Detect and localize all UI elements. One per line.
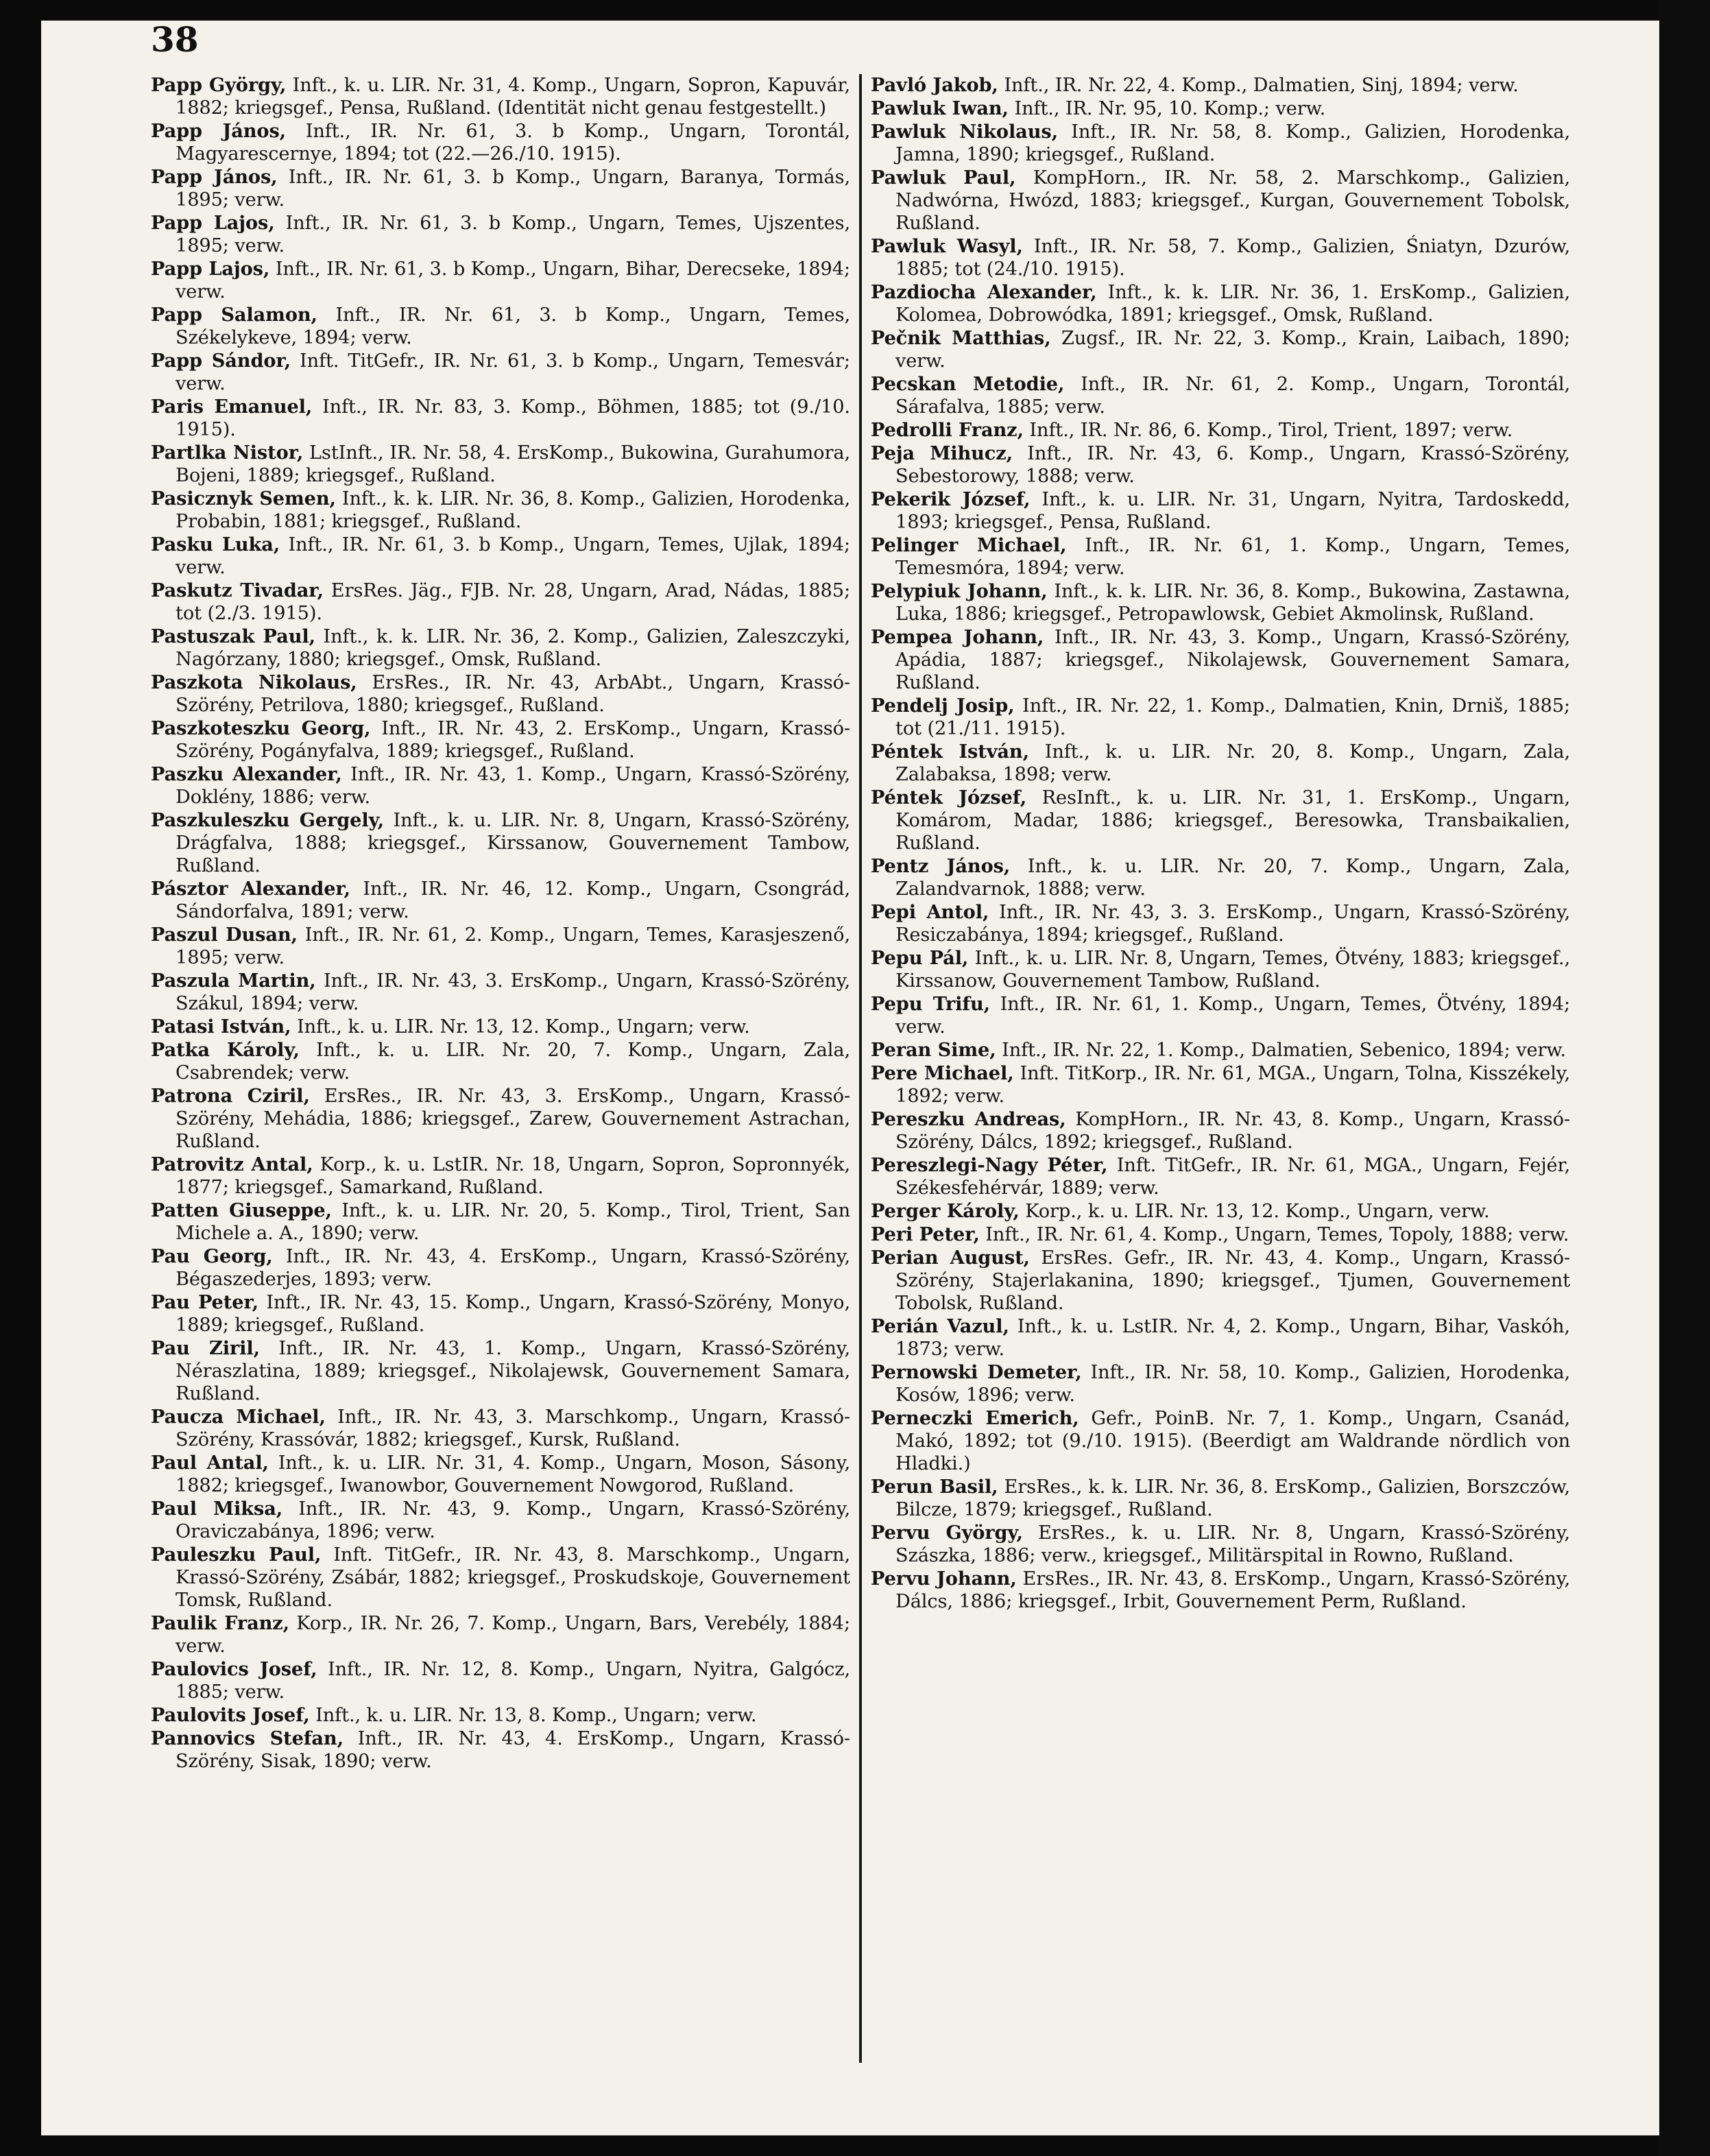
entry-name: Pelinger Michael, (871, 534, 1067, 556)
list-entry (151, 442, 850, 487)
list-entry (151, 924, 850, 969)
entry-details: Inft., IR. Nr. 58, 7. Komp., Galizien, Śniatyn, Dzurów, 1885; tot (24./10. 1915). (895, 236, 1570, 280)
list-entry (871, 741, 1570, 786)
entry-name: Pawluk Nikolaus, (871, 121, 1058, 143)
entry-name: Péntek József, (871, 787, 1027, 809)
list-entry (871, 281, 1570, 326)
entry-details: ErsRes., IR. Nr. 43, 8. ErsKomp., Ungarn, Krassó-Szörény, Dálcs, 1886; kriegsgef., Irbit, Gouvernement Perm, Rußland. (895, 1568, 1570, 1612)
entry-name: Papp Sándor, (151, 350, 291, 372)
list-entry (871, 787, 1570, 854)
entry-details: Inft., IR. Nr. 61, 3. b Komp., Ungarn, Temes, Székelykeve, 1894; verw. (176, 304, 850, 348)
list-entry (151, 717, 850, 763)
entry-details: Inft., IR. Nr. 43, 1. Komp., Ungarn, Krassó-Szörény, Doklény, 1886; verw. (176, 764, 850, 808)
entry-name: Pempea Johann, (871, 626, 1044, 648)
list-entry (871, 1568, 1570, 1613)
entry-name: Pepu Pál, (871, 947, 969, 969)
entry-details: Korp., k. u. LstIR. Nr. 18, Ungarn, Sopron, Sopronnyék, 1877; kriegsgef., Samarkand, Rußland. (176, 1154, 850, 1198)
entry-details: Inft., k. u. LIR. Nr. 20, 5. Komp., Tirol, Trient, San Michele a. A., 1890; verw. (176, 1200, 850, 1244)
entry-details: ErsRes., k. k. LIR. Nr. 36, 8. ErsKomp., Galizien, Borszczów, Bilcze, 1879; kriegsgef., Rußland. (895, 1476, 1570, 1520)
entry-name: Paul Antal, (151, 1452, 269, 1474)
entry-name: Paucza Michael, (151, 1406, 326, 1428)
list-entry (871, 1062, 1570, 1107)
entry-details: ErsRes., IR. Nr. 43, ArbAbt., Ungarn, Krassó-Szörény, Petrilova, 1880; kriegsgef., Rußland. (176, 672, 850, 716)
list-entry (151, 488, 850, 533)
entry-name: Papp Salamon, (151, 304, 317, 326)
entry-name: Pasku Luka, (151, 534, 280, 555)
entry-details: Inft. TitKorp., IR. Nr. 61, MGA., Ungarn, Tolna, Kisszékely, 1892; verw. (895, 1063, 1570, 1107)
entry-name: Paszkuleszku Gergely, (151, 809, 385, 831)
list-entry (151, 970, 850, 1015)
entry-details: Inft., k. u. LstIR. Nr. 4, 2. Komp., Ungarn, Bihar, Vaskóh, 1873; verw. (895, 1316, 1570, 1360)
entry-details: Inft., IR. Nr. 83, 3. Komp., Böhmen, 1885; tot (9./10. 1915). (176, 396, 850, 440)
entry-name: Papp Lajos, (151, 258, 270, 280)
entry-details: Inft., k. u. LIR. Nr. 8, Ungarn, Krassó-Szörény, Drágfalva, 1888; kriegsgef., Kirssanow, Gouvernement Tambow, Rußland. (176, 810, 850, 876)
list-entry (871, 1200, 1570, 1223)
list-entry (151, 671, 850, 717)
entry-details: Inft., k. k. LIR. Nr. 36, 8. Komp., Galizien, Horodenka, Probabin, 1881; kriegsgef., Rußland. (176, 488, 850, 532)
entry-name: Pernowski Demeter, (871, 1361, 1082, 1383)
entry-name: Perger Károly, (871, 1200, 1020, 1222)
entry-details: Inft., IR. Nr. 43, 3. Komp., Ungarn, Krassó-Szörény, Apádia, 1887; kriegsgef., Nikolajewsk, Gouvernement Samara, Rußland. (895, 627, 1570, 693)
entry-name: Pervu Johann, (871, 1568, 1017, 1590)
left-column (151, 74, 850, 2049)
entry-name: Pentz János, (871, 855, 1011, 877)
entry-name: Peri Peter, (871, 1223, 980, 1245)
entry-details: Inft., k. k. LIR. Nr. 36, 8. Komp., Bukowina, Zastawna, Luka, 1886; kriegsgef., Petropawlowsk, Gebiet Akmolinsk, Rußland. (895, 581, 1570, 625)
entry-name: Perneczki Emerich, (871, 1407, 1079, 1429)
entry-details: Inft., IR. Nr. 46, 12. Komp., Ungarn, Csongrád, Sándorfalva, 1891; verw. (176, 878, 850, 922)
entry-details: Inft., k. u. LIR. Nr. 20, 8. Komp., Ungarn, Zala, Zalabaksa, 1898; verw. (895, 741, 1570, 785)
entry-details: Inft., IR. Nr. 61, 2. Komp., Ungarn, Torontál, Sárafalva, 1885; verw. (895, 374, 1570, 418)
list-entry (871, 626, 1570, 694)
list-entry (871, 442, 1570, 488)
entry-name: Patrona Cziril, (151, 1085, 310, 1107)
entry-details: Inft., IR. Nr. 43, 4. ErsKomp., Ungarn, Krassó-Szörény, Bégaszederjes, 1893; verw. (176, 1246, 850, 1290)
list-entry (151, 763, 850, 809)
list-entry (151, 534, 850, 579)
entry-details: Zugsf., IR. Nr. 22, 3. Komp., Krain, Laibach, 1890; verw. (895, 328, 1570, 372)
list-entry (871, 1108, 1570, 1153)
entry-name: Paszkoteszku Georg, (151, 717, 371, 739)
entry-details: Inft., IR. Nr. 58, 10. Komp., Galizien, Horodenka, Kosów, 1896; verw. (895, 1362, 1570, 1406)
entry-details: ErsRes. Jäg., FJB. Nr. 28, Ungarn, Arad, Nádas, 1885; tot (2./3. 1915). (176, 580, 850, 624)
entry-name: Pawluk Wasyl, (871, 235, 1023, 257)
entry-details: ErsRes., k. u. LIR. Nr. 8, Ungarn, Krassó-Szörény, Szászka, 1886; verw., kriegsgef., Militärspital in Rowno, Rußland. (895, 1522, 1570, 1566)
entry-name: Pavló Jakob, (871, 74, 998, 96)
list-entry (871, 419, 1570, 442)
list-entry (151, 304, 850, 349)
entry-name: Paul Miksa, (151, 1498, 283, 1520)
entry-details: Inft., k. u. LIR. Nr. 8, Ungarn, Temes, Ötvény, 1883; kriegsgef., Kirssanow, Gouvernement Tambow, Rußland. (895, 948, 1570, 992)
entry-details: Inft., IR. Nr. 61, 3. b Komp., Ungarn, Temes, Ujszentes, 1895; verw. (176, 213, 850, 256)
entry-details: Inft., IR. Nr. 43, 3. ErsKomp., Ungarn, Krassó-Szörény, Szákul, 1894; verw. (176, 970, 850, 1014)
list-entry (871, 855, 1570, 900)
entry-name: Pau Peter, (151, 1291, 259, 1313)
list-entry (151, 120, 850, 165)
entry-details: ResInft., k. u. LIR. Nr. 31, 1. ErsKomp., Ungarn, Komárom, Madar, 1886; kriegsgef., Beresowka, Transbaikalien, Rußland. (895, 787, 1570, 854)
list-entry (151, 1612, 850, 1657)
list-entry (151, 579, 850, 625)
entry-name: Perian August, (871, 1247, 1030, 1269)
entry-name: Pasicznyk Semen, (151, 488, 336, 510)
list-entry (871, 121, 1570, 166)
list-entry (871, 488, 1570, 534)
entry-details: Inft., k. k. LIR. Nr. 36, 2. Komp., Galizien, Zaleszczyki, Nagórzany, 1880; kriegsgef., Omsk, Rußland. (176, 626, 850, 670)
entry-name: Patrovitz Antal, (151, 1153, 313, 1175)
list-entry (871, 235, 1570, 280)
entry-details: Inft., IR. Nr. 61, 4. Komp., Ungarn, Temes, Topoly, 1888; verw. (979, 1224, 1569, 1245)
entry-name: Perián Vazul, (871, 1315, 1009, 1337)
entry-name: Paulovics Josef, (151, 1658, 317, 1680)
entry-name: Pastuszak Paul, (151, 625, 315, 647)
entry-details: Inft., IR. Nr. 58, 8. Komp., Galizien, Horodenka, Jamna, 1890; kriegsgef., Rußland. (895, 121, 1570, 165)
entry-name: Patten Giuseppe, (151, 1199, 332, 1221)
entry-details: LstInft., IR. Nr. 58, 4. ErsKomp., Bukowina, Gurahumora, Bojeni, 1889; kriegsgef., Rußland. (176, 442, 850, 486)
entry-details: Inft., IR. Nr. 12, 8. Komp., Ungarn, Nyitra, Galgócz, 1885; verw. (176, 1659, 850, 1703)
entry-details: Inft. TitGefr., IR. Nr. 43, 8. Marschkomp., Ungarn, Krassó-Szörény, Zsábár, 1882; kriegsgef., Proskudskoje, Gouvernement Tomsk, Rußland. (176, 1544, 850, 1611)
entry-name: Pau Georg, (151, 1245, 273, 1267)
entry-details: Inft., k. u. LIR. Nr. 20, 7. Komp., Ungarn, Zala, Csabrendek; verw. (176, 1040, 850, 1083)
entry-details: Inft., IR. Nr. 43, 9. Komp., Ungarn, Krassó-Szörény, Oraviczabánya, 1896; verw. (176, 1498, 850, 1542)
list-entry (871, 1247, 1570, 1315)
list-entry (151, 1039, 850, 1084)
list-entry (871, 534, 1570, 579)
list-entry (151, 1337, 850, 1405)
entry-details: Inft. TitGefr., IR. Nr. 61, 3. b Komp., Ungarn, Temesvár; verw. (176, 350, 850, 394)
entry-name: Pereszlegi-Nagy Péter, (871, 1154, 1108, 1176)
entry-details: Inft., k. u. LIR. Nr. 31, Ungarn, Nyitra, Tardoskedd, 1893; kriegsgef., Pensa, Rußland. (895, 489, 1570, 533)
list-entry (871, 74, 1570, 97)
entry-details: ErsRes., IR. Nr. 43, 3. ErsKomp., Ungarn, Krassó-Szörény, Mehádia, 1886; kriegsgef., Zarew, Gouvernement Astrachan, Rußland. (176, 1086, 850, 1152)
entry-name: Pecskan Metodie, (871, 373, 1065, 395)
list-entry (151, 258, 850, 303)
list-entry (151, 1704, 850, 1727)
list-entry (871, 901, 1570, 946)
entry-name: Pau Ziril, (151, 1337, 260, 1359)
list-entry (151, 1658, 850, 1703)
entry-name: Pendelj Josip, (871, 695, 1015, 717)
entry-details: Inft., IR. Nr. 61, 1. Komp., Ungarn, Temes, Temesmóra, 1894; verw. (895, 535, 1570, 579)
list-entry (871, 993, 1570, 1038)
entry-details: Inft., IR. Nr. 61, 3. b Komp., Ungarn, Baranya, Tormás, 1895; verw. (176, 167, 850, 211)
entry-name: Pawluk Paul, (871, 167, 1016, 189)
entry-name: Papp János, (151, 120, 287, 142)
entry-name: Pedrolli Franz, (871, 419, 1024, 441)
entry-details: Inft., IR. Nr. 22, 4. Komp., Dalmatien, Sinj, 1894; verw. (998, 75, 1519, 96)
entry-details: ErsRes. Gefr., IR. Nr. 43, 4. Komp., Ungarn, Krassó-Szörény, Stajerlakanina, 1890; kriegsgef., Tjumen, Gouvernement Tobolsk, Rußland. (895, 1247, 1570, 1314)
entry-name: Papp Lajos, (151, 212, 275, 234)
list-entry (151, 1498, 850, 1543)
list-entry (151, 1452, 850, 1497)
entry-details: KompHorn., IR. Nr. 43, 8. Komp., Ungarn, Krassó-Szörény, Dálcs, 1892; kriegsgef., Rußland. (895, 1109, 1570, 1153)
right-column (871, 74, 1570, 2049)
list-entry (151, 878, 850, 923)
entry-details: Inft., k. u. LIR. Nr. 13, 8. Komp., Ungarn; verw. (309, 1705, 757, 1726)
list-entry (151, 166, 850, 211)
list-entry (151, 1153, 850, 1199)
list-entry (871, 695, 1570, 740)
list-entry (151, 350, 850, 395)
entry-name: Paulik Franz, (151, 1612, 289, 1634)
entry-details: Korp., k. u. LIR. Nr. 13, 12. Komp., Ungarn, verw. (1019, 1201, 1490, 1222)
entry-details: Inft., IR. Nr. 43, 3. 3. ErsKomp., Ungarn, Krassó-Szörény, Resiczabánya, 1894; kriegsgef., Rußland. (895, 902, 1570, 946)
entry-name: Papp János, (151, 166, 278, 188)
entry-name: Péntek István, (871, 741, 1029, 763)
entry-details: Inft., IR. Nr. 43, 4. ErsKomp., Ungarn, Krassó-Szörény, Sisak, 1890; verw. (176, 1728, 850, 1772)
entry-name: Paskutz Tivadar, (151, 579, 324, 601)
list-entry (871, 167, 1570, 235)
entry-name: Pelypiuk Johann, (871, 580, 1048, 602)
entry-name: Patasi István, (151, 1016, 291, 1038)
list-entry (871, 1476, 1570, 1521)
entry-details: Inft., IR. Nr. 22, 1. Komp., Dalmatien, Knin, Drniš, 1885; tot (21./11. 1915). (895, 695, 1570, 739)
entry-details: Inft., k. u. LIR. Nr. 13, 12. Komp., Ungarn; verw. (291, 1016, 750, 1038)
entry-name: Pepi Antol, (871, 901, 989, 923)
entry-details: Inft., IR. Nr. 86, 6. Komp., Tirol, Trient, 1897; verw. (1023, 420, 1513, 441)
entry-details: Inft. TitGefr., IR. Nr. 61, MGA., Ungarn, Fejér, Székesfehérvár, 1889; verw. (895, 1155, 1570, 1199)
entry-details: Inft., k. u. LIR. Nr. 31, 4. Komp., Ungarn, Moson, Sásony, 1882; kriegsgef., Iwanowbor, Gouvernement Nowgorod, Rußland. (176, 1452, 850, 1496)
entry-details: Inft., IR. Nr. 43, 3. Marschkomp., Ungarn, Krassó-Szörény, Krassóvár, 1882; kriegsgef., Kursk, Rußland. (176, 1406, 850, 1450)
entry-details: Gefr., PoinB. Nr. 7, 1. Komp., Ungarn, Csanád, Makó, 1892; tot (9./10. 1915). (Beerdigt am Waldrande nördlich von Hladki.) (895, 1408, 1570, 1474)
list-entry (151, 1406, 850, 1451)
list-entry (151, 1544, 850, 1612)
entry-details: Inft., IR. Nr. 43, 1. Komp., Ungarn, Krassó-Szörény, Néraszlatina, 1889; kriegsgef., Nikolajewsk, Gouvernement Samara, Rußland. (176, 1338, 850, 1404)
entry-details: Inft., IR. Nr. 95, 10. Komp.; verw. (1008, 98, 1326, 119)
entry-details: Inft., k. u. LIR. Nr. 20, 7. Komp., Ungarn, Zala, Zalandvarnok, 1888; verw. (895, 856, 1570, 900)
list-entry (151, 212, 850, 257)
page-number: 38 (151, 19, 199, 60)
entry-details: Inft., k. k. LIR. Nr. 36, 1. ErsKomp., Galizien, Kolomea, Dobrowódka, 1891; kriegsgef., Omsk, Rußland. (895, 282, 1570, 326)
list-entry (871, 373, 1570, 418)
entry-details: Inft., IR. Nr. 61, 2. Komp., Ungarn, Temes, Karasjeszenő, 1895; verw. (176, 924, 850, 968)
entry-name: Peja Mihucz, (871, 442, 1013, 464)
list-entry (151, 625, 850, 671)
entry-details: KompHorn., IR. Nr. 58, 2. Marschkomp., Galizien, Nadwórna, Hwózd, 1883; kriegsgef., Kurgan, Gouvernement Tobolsk, Rußland. (895, 167, 1570, 234)
entry-details: Inft., IR. Nr. 61, 3. b Komp., Ungarn, Temes, Ujlak, 1894; verw. (176, 534, 850, 578)
entry-details: Inft., IR. Nr. 61, 3. b Komp., Ungarn, Bihar, Derecseke, 1894; verw. (176, 259, 850, 302)
entry-details: Inft., IR. Nr. 43, 6. Komp., Ungarn, Krassó-Szörény, Sebestorowy, 1888; verw. (895, 443, 1570, 487)
list-entry (871, 580, 1570, 625)
list-entry (151, 1727, 850, 1773)
entry-details: Inft., IR. Nr. 61, 3. b Komp., Ungarn, Torontál, Magyarescernye, 1894; tot (22.—26./10. 1915). (176, 121, 850, 165)
list-entry (871, 1407, 1570, 1475)
entry-name: Pervu György, (871, 1522, 1023, 1544)
entry-name: Pazdiocha Alexander, (871, 281, 1097, 303)
list-entry (871, 1154, 1570, 1199)
entry-name: Pere Michael, (871, 1062, 1014, 1084)
list-entry (151, 1245, 850, 1291)
entry-name: Paszul Dusan, (151, 924, 298, 946)
list-entry (871, 1522, 1570, 1567)
list-entry (871, 1315, 1570, 1361)
scan-border-right (1659, 0, 1710, 2156)
entry-name: Pepu Trifu, (871, 993, 991, 1015)
entry-name: Pannovics Stefan, (151, 1727, 344, 1749)
entry-name: Pečnik Matthias, (871, 327, 1051, 349)
list-entry (871, 1039, 1570, 1062)
entry-name: Pawluk Iwan, (871, 97, 1009, 119)
list-entry (151, 396, 850, 441)
list-entry (871, 947, 1570, 992)
list-entry (871, 97, 1570, 120)
entry-details: Inft., IR. Nr. 43, 15. Komp., Ungarn, Krassó-Szörény, Monyo, 1889; kriegsgef., Rußland. (176, 1292, 850, 1336)
list-entry (151, 1085, 850, 1153)
entry-name: Paulovits Josef, (151, 1704, 310, 1726)
list-entry (151, 1291, 850, 1337)
list-entry (871, 1361, 1570, 1406)
entry-name: Peran Sime, (871, 1039, 996, 1061)
entry-name: Partlka Nistor, (151, 442, 304, 464)
entry-name: Pauleszku Paul, (151, 1544, 322, 1566)
column-divider (859, 74, 862, 2063)
entry-name: Paszkota Nikolaus, (151, 671, 357, 693)
entry-name: Pásztor Alexander, (151, 878, 350, 900)
entry-details: Inft., IR. Nr. 61, 1. Komp., Ungarn, Temes, Ötvény, 1894; verw. (895, 994, 1570, 1038)
entry-name: Paris Emanuel, (151, 396, 313, 418)
entry-details: Korp., IR. Nr. 26, 7. Komp., Ungarn, Bars, Verebély, 1884; verw. (176, 1613, 850, 1657)
entry-name: Patka Károly, (151, 1039, 300, 1061)
entry-name: Paszula Martin, (151, 970, 316, 992)
entry-details: Inft., IR. Nr. 43, 2. ErsKomp., Ungarn, Krassó-Szörény, Pogányfalva, 1889; kriegsgef., Rußland. (176, 718, 850, 762)
list-entry (871, 1223, 1570, 1246)
entry-name: Pereszku Andreas, (871, 1108, 1066, 1130)
list-entry (151, 1199, 850, 1245)
list-entry (151, 74, 850, 119)
entry-name: Pekerik József, (871, 488, 1031, 510)
entry-details: Inft., IR. Nr. 22, 1. Komp., Dalmatien, Sebenico, 1894; verw. (996, 1040, 1566, 1061)
list-entry (151, 809, 850, 877)
list-entry (151, 1016, 850, 1038)
list-entry (871, 327, 1570, 372)
entry-name: Perun Basil, (871, 1476, 998, 1498)
entry-name: Paszku Alexander, (151, 763, 342, 785)
entry-name: Papp György, (151, 74, 287, 96)
entry-details: Inft., k. u. LIR. Nr. 31, 4. Komp., Ungarn, Sopron, Kapuvár, 1882; kriegsgef., Pensa, Rußland. (Identität nicht genau festgestellt.) (176, 75, 850, 119)
